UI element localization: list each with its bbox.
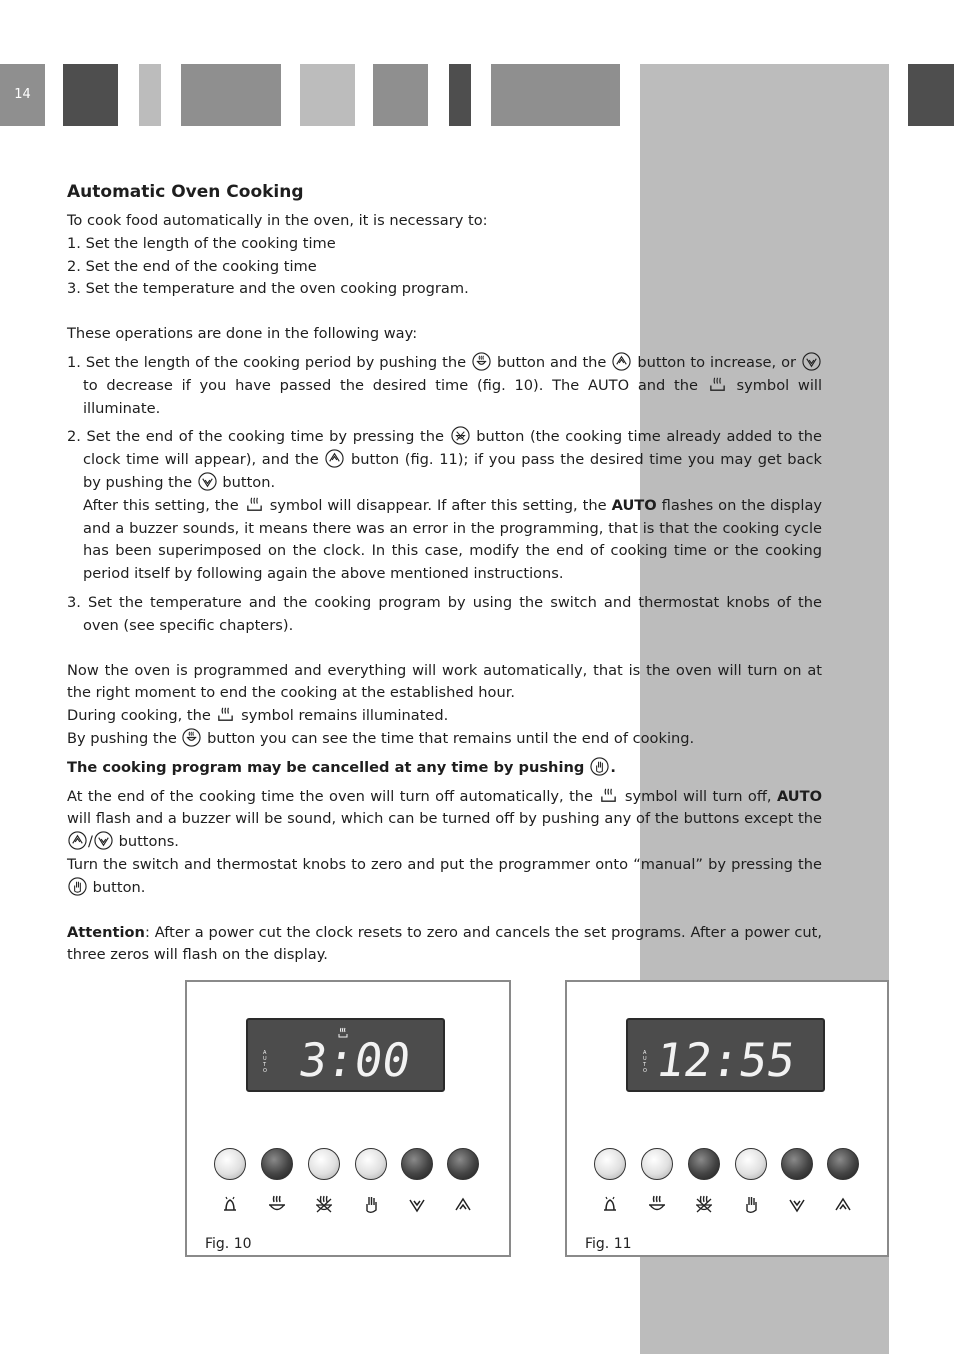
header-band <box>449 64 471 126</box>
cooking-pot-symbol-icon <box>599 786 618 805</box>
cooking-pot-symbol-icon <box>245 495 264 514</box>
auto-indicator <box>262 1050 267 1074</box>
down-icon <box>802 352 821 371</box>
programmed-text: Now the oven is programmed and everything will work automatically, that is the oven will turn on at the right moment to end the cooking at the established hour. <box>67 661 822 702</box>
up-icon <box>68 831 87 850</box>
svg-text:O: O <box>643 1068 647 1074</box>
section-title: Automatic Oven Cooking <box>67 182 304 202</box>
lcd-display <box>246 1018 445 1092</box>
cooking-duration-button[interactable] <box>641 1148 673 1180</box>
down-icon <box>198 472 217 491</box>
end-of-cooking-text: At the end of the cooking time the oven will turn off automatically, the symbol will turn off, AUTO will flash and a buzzer will be sound, which can be turned off by pushing any of the buttons except the / buttons. <box>67 787 823 851</box>
down-icon <box>785 1192 809 1216</box>
up-icon <box>612 352 631 371</box>
cancel-text: The cooking program may be cancelled at any time by pushing . <box>67 758 616 776</box>
cooking-duration-icon <box>472 352 491 371</box>
header-band <box>63 64 118 126</box>
svg-text:T: T <box>263 1062 267 1068</box>
step-item: 3. Set the temperature and the oven cooking program. <box>67 280 469 298</box>
cooking-pot-symbol-icon <box>216 705 235 724</box>
cooking-duration-button[interactable] <box>261 1148 293 1180</box>
end-cooking-icon <box>451 426 470 445</box>
cooking-duration-icon <box>265 1192 289 1216</box>
up-icon <box>325 449 344 468</box>
cooking-duration-icon <box>182 728 201 747</box>
manual-hand-icon <box>739 1192 763 1216</box>
end-cooking-icon <box>692 1192 716 1216</box>
header-band <box>139 64 161 126</box>
auto-indicator <box>642 1050 647 1074</box>
lcd-display <box>626 1018 825 1092</box>
display-time: 12:55 <box>652 1033 799 1087</box>
instruction-1: 1. Set the length of the cooking period by pushing the button and the button to increase, or to decrease if you have passed the desired time (fig. 10). The AUTO and the symbol will illuminate. <box>67 353 823 417</box>
figure-caption: Fig. 11 <box>585 1236 632 1252</box>
cooking-pot-symbol-icon <box>708 375 727 394</box>
svg-text:A: A <box>643 1050 647 1056</box>
operations-intro: These operations are done in the following way: <box>67 325 418 343</box>
intro-text: To cook food automatically in the oven, it is necessary to: <box>67 212 488 229</box>
down-icon <box>94 831 113 850</box>
manual-button[interactable] <box>355 1148 387 1180</box>
down-button[interactable] <box>781 1148 813 1180</box>
cooking-duration-icon <box>645 1192 669 1216</box>
manual-hand-icon <box>68 877 87 896</box>
bell-icon <box>218 1192 242 1216</box>
page-number: 14 <box>0 64 45 126</box>
step-item: 2. Set the end of the cooking time <box>67 257 317 275</box>
up-button[interactable] <box>447 1148 479 1180</box>
header-band <box>908 64 954 126</box>
up-button[interactable] <box>827 1148 859 1180</box>
bell-button[interactable] <box>214 1148 246 1180</box>
bell-button[interactable] <box>594 1148 626 1180</box>
instruction-3: 3. Set the temperature and the cooking program by using the switch and thermostat knobs of the oven (see specific chapters). <box>67 593 822 634</box>
manual-hand-icon <box>590 757 609 776</box>
during-cooking-text: During cooking, the symbol remains illuminated. <box>67 707 449 725</box>
svg-text:T: T <box>643 1062 647 1068</box>
svg-text:O: O <box>263 1068 267 1074</box>
figure-10-panel <box>185 980 511 1257</box>
header-band <box>491 64 620 126</box>
header-band <box>373 64 428 126</box>
display-time: 3:00 <box>295 1033 414 1087</box>
instruction-2: 2. Set the end of the cooking time by pressing the button (the cooking time already added to the clock time will appear), and the button (fig. 11); if you pass the desired time you may get back by pushing the button. After this setting, the symbol will disappear. If after this setting, the AUTO flashes on the display and a buzzer sounds, it means there was an error in the programming, that is that the cooking cycle has been superimposed on the clock. In this case, modify the end of cooking time or the cooking period itself by following again the above mentioned instructions. <box>67 428 823 583</box>
pushing-text: By pushing the button you can see the time that remains until the end of cooking. <box>67 729 695 747</box>
main-content <box>67 180 822 967</box>
svg-text:U: U <box>263 1056 267 1062</box>
up-icon <box>451 1192 475 1216</box>
header-band <box>181 64 281 126</box>
svg-text:A: A <box>263 1050 267 1056</box>
manual-hand-icon <box>359 1192 383 1216</box>
figure-caption: Fig. 10 <box>205 1236 252 1252</box>
down-icon <box>405 1192 429 1216</box>
turn-off-text: Turn the switch and thermostat knobs to zero and put the programmer onto “manual” by pressing the button. <box>67 855 822 896</box>
step-item: 1. Set the length of the cooking time <box>67 234 336 252</box>
figure-11-panel <box>565 980 889 1257</box>
header-band <box>300 64 355 126</box>
svg-text:U: U <box>643 1056 647 1062</box>
down-button[interactable] <box>401 1148 433 1180</box>
end-cooking-icon <box>312 1192 336 1216</box>
end-cooking-button[interactable] <box>308 1148 340 1180</box>
manual-button[interactable] <box>735 1148 767 1180</box>
bell-icon <box>598 1192 622 1216</box>
attention-text: Attention: After a power cut the clock resets to zero and cancels the set programs. After a power cut, three zeros will flash on the display. <box>67 923 822 964</box>
up-icon <box>831 1192 855 1216</box>
end-cooking-button[interactable] <box>688 1148 720 1180</box>
